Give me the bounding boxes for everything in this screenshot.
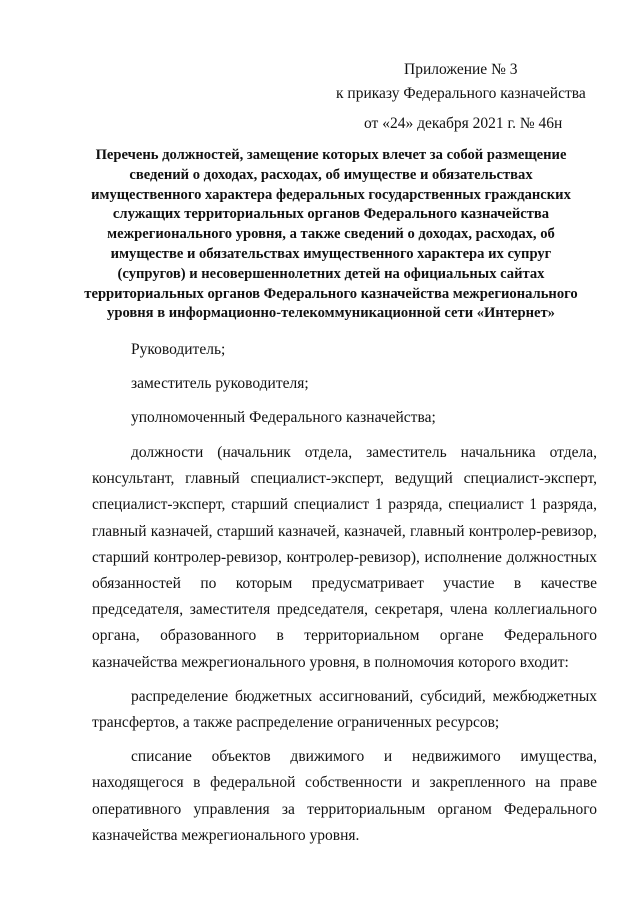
positions-paragraph: должности (начальник отдела, заместитель начальника отдела, консультант, главный специалист-эксперт, ведущий специалист-эксперт, специалист-эксперт, старший специалист 1 разряда, специалист 1 разряда, главный казначей, старший казначей, казначей, главный контролер-ревизор, старший контролер-ревизор, контролер-ревизор), исполнение должностных обязанностей по которым предусматривает участие в качестве председателя, заместителя председателя, секретаря, члена коллегиального органа, образованного в территориальном органе Федерального казначейства межрегионального уровня, в полномочия которого входит: [92, 444, 597, 671]
list-item-authorized-representative: уполномоченный Федерального казначейства; [131, 409, 436, 426]
document-title: Перечень должностей, замещение которых влечет за собой размещение сведений о доходах, расходах, об имуществе и обязательствах имущественного характера федеральных государственных гражданских служащих территориальных органов Федерального казначейства межрегионального уровня, а также сведений о доходах, расходах, об имуществе и обязательствах имущественного характера их супруг (супругов) и несовершеннолетних детей на официальных сайтах территориальных органов Федерального казначейства межрегионального уровня в информационно-телекоммуникационной сети «Интернет» [84, 147, 578, 322]
order-date: от «24» декабря 2021 г. № 46н [364, 115, 563, 132]
appendix-number: Приложение № 3 [404, 61, 518, 78]
order-reference: к приказу Федерального казначейства [336, 85, 586, 102]
appendix-header [300, 58, 600, 136]
list-item-deputy-head: заместитель руководителя; [131, 375, 309, 392]
property-writeoff-paragraph: списание объектов движимого и недвижимого имущества, находящегося в федеральной собственности и закрепленного на праве оперативного управления за территориальным органом Федерального казначейства межрегионального уровня. [92, 748, 597, 844]
document-body [92, 338, 597, 849]
list-item-head: Руководитель; [131, 341, 226, 358]
budget-distribution-paragraph: распределение бюджетных ассигнований, субсидий, межбюджетных трансфертов, а также распределение ограниченных ресурсов; [92, 687, 597, 732]
